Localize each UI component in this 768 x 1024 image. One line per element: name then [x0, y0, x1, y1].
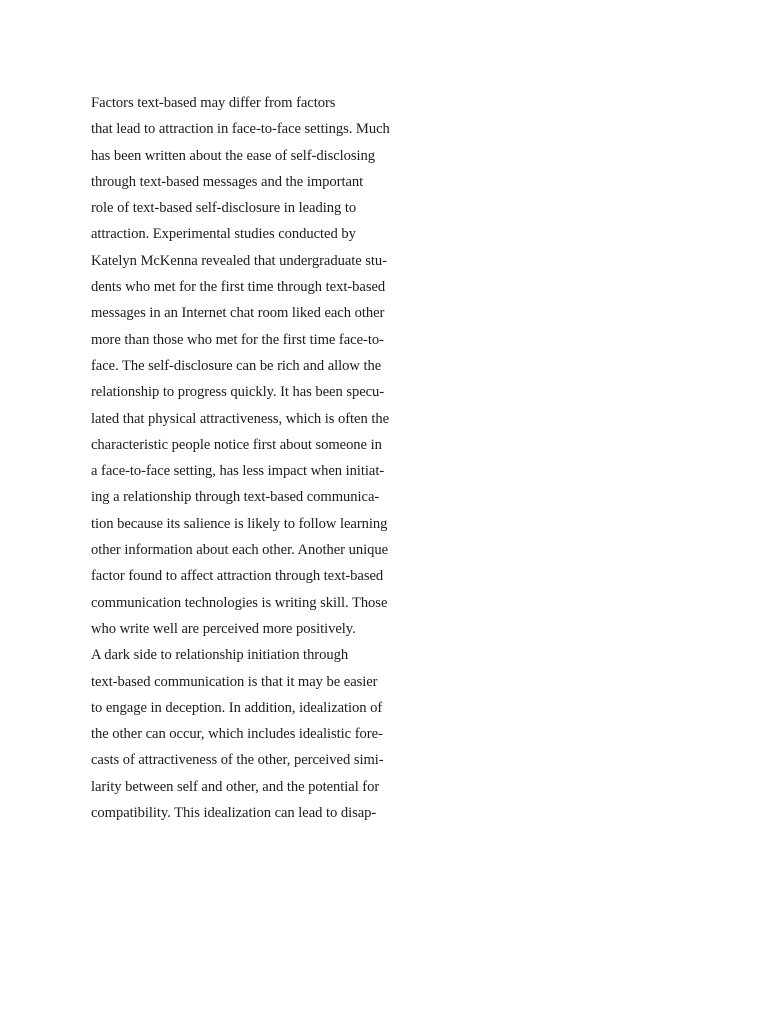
- text-line: through text-based messages and the important: [91, 173, 364, 190]
- text-line: ing a relationship through text-based communica-: [91, 489, 380, 506]
- text-line: face. The self-disclosure can be rich and allow the: [91, 357, 382, 374]
- text-line: text-based communication is that it may be easier: [91, 673, 378, 690]
- text-line: more than those who met for the first time face-to-: [91, 331, 384, 348]
- text-line: Factors text-based may differ from factors: [91, 95, 336, 111]
- text-line: attraction. Experimental studies conducted by: [91, 226, 356, 243]
- text-line: lated that physical attractiveness, which is often the: [91, 410, 389, 427]
- text-line: dents who met for the first time through text-based: [91, 279, 386, 296]
- text-line: factor found to affect attraction through text-based: [91, 568, 384, 585]
- text-line: relationship to progress quickly. It has been specu-: [91, 384, 385, 401]
- text-line: Katelyn McKenna revealed that undergraduate stu-: [91, 252, 387, 269]
- text-line: has been written about the ease of self-disclosing: [91, 147, 376, 164]
- text-line: casts of attractiveness of the other, perceived simi-: [91, 752, 384, 769]
- text-line: a face-to-face setting, has less impact when initiat-: [91, 463, 385, 480]
- body-text: [91, 90, 411, 826]
- text-line: to engage in deception. In addition, idealization of: [91, 699, 383, 716]
- text-line: A dark side to relationship initiation through: [91, 647, 349, 664]
- text-line: communication technologies is writing skill. Those: [91, 594, 388, 611]
- text-line: who write well are perceived more positively.: [91, 620, 356, 637]
- text-line: larity between self and other, and the potential for: [91, 778, 380, 795]
- text-line: the other can occur, which includes idealistic fore-: [91, 726, 383, 743]
- text-line: role of text-based self-disclosure in leading to: [91, 200, 357, 217]
- text-line: compatibility. This idealization can lead to disap-: [91, 805, 377, 822]
- text-line: characteristic people notice first about someone in: [91, 436, 382, 453]
- text-line: messages in an Internet chat room liked each other: [91, 305, 385, 322]
- text-line: that lead to attraction in face-to-face settings. Much: [91, 121, 390, 138]
- text-line: tion because its salience is likely to follow learning: [91, 515, 388, 532]
- text-line: other information about each other. Another unique: [91, 542, 388, 559]
